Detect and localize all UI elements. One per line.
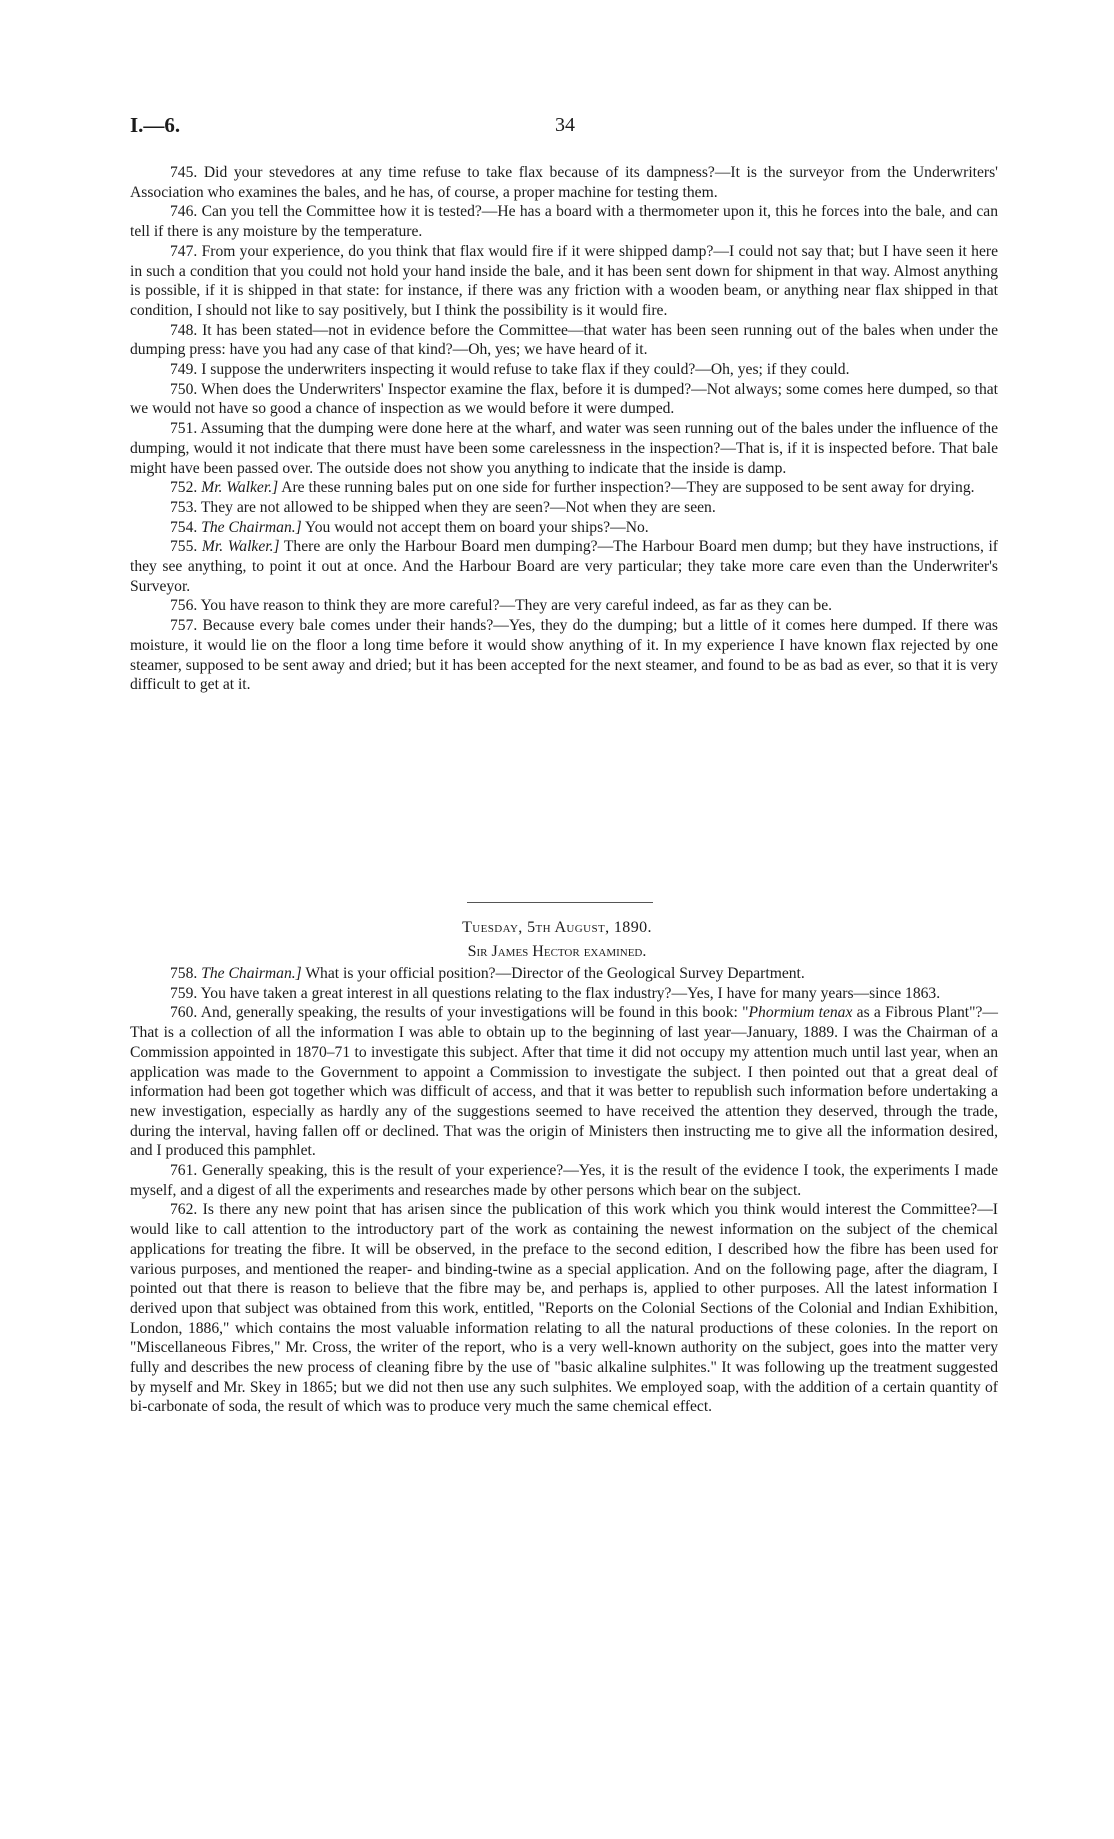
paragraph: 750. When does the Underwriters' Inspector examine the flax, before it is dumped?—Not always; some comes here dumped, so that we would not have so good a chance of inspection as we would before it were dumped. (130, 380, 998, 418)
paragraph: 761. Generally speaking, this is the result of your experience?—Yes, it is the result of the evidence I took, the experiments I made myself, and a digest of all the experiments and researches made by other persons which bear on the subject. (130, 1162, 998, 1199)
paragraph-text: Are these running bales put on one side for further inspection?—They are supposed to be sent away for drying. (281, 479, 975, 497)
paragraph: 748. It has been stated—not in evidence before the Committee—that water has been seen running out of the bales when under the dumping press: have you had any case of that kind?—Oh, yes; we have heard of it. (130, 321, 998, 359)
paragraph: 745. Did your stevedores at any time refuse to take flax because of its dampness?—It is the surveyor from the Underwriters' Association who examines the bales, and he has, of course, a proper machine for testing them. (130, 164, 998, 201)
paragraph: 751. Assuming that the dumping were done here at the wharf, and water was seen running out of the bales under the influence of the dumping, would it not indicate that there must have been some carelessness in the inspection?—That is, if it is inspected before. That bale might have been passed over. The outside does not show you anything to indicate that the inside is damp. (130, 420, 998, 477)
question-number: 755. (170, 538, 198, 556)
paragraph: 747. From your experience, do you think that flax would fire if it were shipped damp?—I could not say that; but I have seen it here in such a condition that you could not hold your hand inside the bale, and it has been sent down for shipment in that way. Almost anything is possible, if it is shipped in that state: for instance, if there was any friction with a wooden beam, or anything near flax shipped in that condition, I should not like to say positively, but I think the possibility is it would fire. (130, 242, 998, 319)
speaker-label: Mr. Walker.] (201, 479, 279, 497)
paragraph-text: as a Fibrous Plant"?—That is a collection of all the information I was able to obtain up to the beginning of last year—January, 1889. I was the Chairman of a Commission appointed in 1870–71 to investigate this subject. After that time it did not occupy my attention much until last year, when an application was made to the Government to appoint a Commission to investigate the subject. I then pointed out that a great deal of information had been got together which was difficult of access, and that it was better to republish such information before undertaking a new investigation, especially as hardly any of the suggestions seemed to have received the attention they deserved, through the trade, during the interval, having fallen off or declined. That was the origin of Ministers then instructing me to give all the information desired, and I produced this pamphlet. (130, 1004, 998, 1160)
question-number: 752. (170, 479, 198, 497)
paragraph-text: There are only the Harbour Board men dumping?—The Harbour Board men dump; but they have instructions, if they see anything, to point it out at once. And the Harbour Board are very particular; they take more care even than the Underwriter's Surveyor. (130, 538, 998, 595)
paragraph (130, 964, 998, 984)
paragraph: 749. I suppose the underwriters inspecting it would refuse to take flax if they could?—Oh, yes; if they could. (170, 361, 850, 379)
paragraph (130, 1003, 998, 1161)
document-reference: I.—6. (130, 113, 181, 137)
paragraph (130, 518, 998, 538)
paragraph (130, 478, 998, 498)
paragraph-text: You would not accept them on board your ships?—No. (305, 518, 649, 536)
paragraph: 746. Can you tell the Committee how it is tested?—He has a board with a thermometer upon it, this he forces into the bale, and can tell if there is any moisture by the temperature. (130, 203, 998, 241)
page-number: 34 (555, 114, 575, 136)
evidence-section-bottom (130, 964, 998, 1417)
speaker-label: The Chairman.] (201, 518, 302, 536)
evidence-section-top (130, 163, 998, 695)
section-divider (467, 902, 653, 903)
paragraph: 756. You have reason to think they are more careful?—They are very careful indeed, as far as they can be. (170, 597, 833, 615)
paragraph (130, 537, 998, 596)
question-number: 760. (170, 1004, 198, 1022)
witness-heading (0, 942, 1114, 962)
paragraph: 759. You have taken a great interest in all questions relating to the flax industry?—Yes, I have for many years—since 1863. (170, 984, 941, 1002)
speaker-label: Mr. Walker.] (201, 538, 280, 556)
paragraph: 753. They are not allowed to be shipped when they are seen?—Not when they are seen. (170, 498, 716, 516)
paragraph-text: What is your official position?—Director of the Geological Survey Department. (305, 965, 805, 982)
book-title: Phormium tenax (748, 1004, 853, 1022)
session-date: Tuesday, 5th August, 1890. (462, 919, 652, 936)
speaker-label: The Chairman.] (201, 965, 302, 982)
paragraph: 757. Because every bale comes under their hands?—Yes, they do the dumping; but a little of it comes here dumped. If there was moisture, it would lie on the floor a long time before it would show anything of it. In my experience I have known flax rejected by one steamer, supposed to be sent away and dried; but it has been accepted for the next steamer, and found to be as bad as ever, so that it is very difficult to get at it. (130, 617, 998, 694)
question-number: 754. (170, 518, 198, 536)
paragraph: 762. Is there any new point that has arisen since the publication of this work which you think would interest the Committee?—I would like to call attention to the introductory part of the work as containing the newest information on the subject of the chemical applications for treating the fibre. It will be observed, in the preface to the second edition, I described how the fibre has been used for various purposes, and mentioned the reaper- and binding-twine as a special application. And on the following page, after the diagram, I pointed out that there is reason to believe that the fibre may be, and perhaps is, applied to other purposes. All the latest information I derived upon that subject was obtained from this work, entitled, "Reports on the Colonial Sections of the Colonial and Indian Exhibition, London, 1886," which contains the most valuable information relating to all the natural productions of these colonies. In the report on "Miscellaneous Fibres," Mr. Cross, the writer of the report, who is a very well-known authority on the subject, goes into the matter very fully and describes the new process of cleaning fibre by the use of "basic alkaline sulphites." It was following up the treatment suggested by myself and Mr. Skey in 1865; but we did not then use any such sulphites. We employed soap, with the addition of a certain quantity of bi-carbonate of soda, the result of which was to produce very much the same chemical effect. (130, 1201, 998, 1416)
paragraph-lead: And, generally speaking, the results of your investigations will be found in this book: " (200, 1004, 749, 1022)
page-header (130, 113, 1000, 146)
question-number: 758. (170, 965, 198, 982)
witness-text: Sir James Hector examined. (467, 943, 647, 960)
